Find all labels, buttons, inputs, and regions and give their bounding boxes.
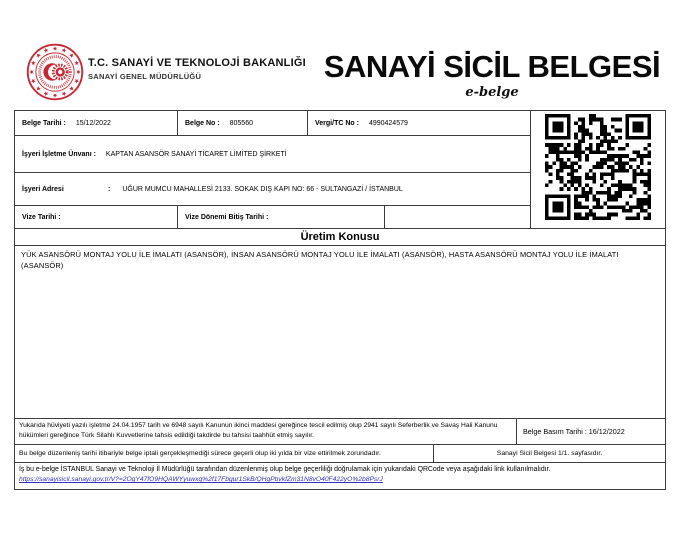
certificate-header-section	[15, 111, 665, 229]
table-row	[15, 206, 530, 228]
vize-bitis-cell	[178, 206, 385, 228]
isyeri-adresi-colon: :	[108, 185, 111, 193]
document-title-block	[318, 49, 666, 100]
belge-tarihi-label: Belge Tarihi :	[22, 119, 66, 127]
isletme-unvani-label: İşyeri İşletme Ünvanı :	[22, 150, 96, 158]
qr-code	[545, 114, 651, 225]
document-title: SANAYİ SİCİL BELGESİ	[323, 49, 661, 84]
ministry-name: T.C. SANAYİ VE TEKNOLOJİ BAKANLIĞI	[88, 57, 306, 69]
table-row	[15, 445, 665, 463]
ministry-department: SANAYİ GENEL MÜDÜRLÜĞÜ	[88, 72, 202, 81]
empty-cell	[385, 206, 530, 228]
vize-tarihi-cell	[15, 206, 178, 228]
table-row	[15, 419, 665, 445]
isyeri-adresi-value: UĞUR MUMCU MAHALLESİ 2133. SOKAK DIŞ KAPI NO: 66 - SULTANGAZİ / İSTANBUL	[122, 185, 403, 193]
link-note: İş bu e-belge İSTANBUL Sanayi ve Teknoloji İl Müdürlüğü tarafından düzenlenmiş olup belge geçerliliği doğrulamak için yukarıdaki QRCode veya aşağıdaki link kullanılmalıdır.	[19, 466, 551, 473]
page-info: Sanayi Sicil Belgesi 1/1. sayfasıdır.	[496, 450, 603, 457]
vize-bitis-label: Vize Dönemi Bitiş Tarihi :	[185, 213, 269, 221]
table-row	[15, 111, 530, 136]
vergi-tc-cell	[308, 111, 530, 135]
link-row	[15, 463, 665, 488]
validity-text: Bu belge düzenleniş tarihi itibariyle belge iptali gerçekleşmediği sürece geçerli olup iki yılda bir vize ettirilmek zorundadır.	[15, 445, 434, 462]
belge-no-cell	[178, 111, 308, 135]
ministry-seal	[26, 43, 84, 101]
belge-no-value: 805560	[229, 119, 253, 127]
ministry-name-block	[88, 57, 306, 81]
vergi-tc-label: Vergi/TC No :	[315, 119, 359, 127]
qr-cell	[531, 111, 665, 228]
certificate-fields	[15, 111, 531, 228]
verification-link[interactable]: https://sanayisicil.sanayi.gov.tr/V?=2OgY47fO9HQAWYyuwxq%2f17Fbgur1SkB/QHgPbvkfZm31N8vO40F422yO%2b8PsrJ	[19, 476, 383, 484]
legal-text: Yukarıda hüviyeti yazılı işletme 24.04.1957 tarih ve 6948 sayılı Kanunun ikinci maddesi gereğince tescil edilmiş olup 2941 sayılı Seferberlik ve Savaş Hali Kanunu hükümleri gereğince Türk Silahlı Kuvvetlerine tahsis edildiği takdirde bu tahsisi taahhüt etmiş sayılır.	[15, 419, 517, 444]
vize-tarihi-label: Vize Tarihi :	[22, 213, 61, 221]
isyeri-adresi-label: İşyeri Adresi	[22, 185, 64, 193]
certificate-table	[14, 110, 666, 490]
belge-tarihi-cell	[15, 111, 178, 135]
vergi-tc-value: 4990424579	[368, 119, 408, 127]
uretim-konusu-header: Üretim Konusu	[15, 229, 665, 246]
belge-tarihi-value: 15/12/2022	[75, 119, 111, 127]
isletme-unvani-value: KAPTAN ASANSÖR SANAYİ TİCARET LİMİTED ŞİRKETİ	[105, 150, 287, 158]
uretim-konusu-content: YÜK ASANSÖRÜ MONTAJ YOLU İLE İMALATI (ASANSÖR), İNSAN ASANSÖRÜ MONTAJ YOLU İLE İMALATI (ASANSÖR), HASTA ASANSÖRÜ MONTAJ YOLU İLE İMALATI (ASANSÖR)	[15, 246, 665, 419]
isyeri-adresi-cell	[15, 173, 530, 206]
isletme-unvani-cell	[15, 136, 530, 173]
belge-no-label: Belge No :	[185, 119, 220, 127]
basim-tarihi: Belge Basım Tarihi : 16/12/2022	[523, 427, 625, 436]
document-subtitle: e-belge	[465, 85, 519, 100]
